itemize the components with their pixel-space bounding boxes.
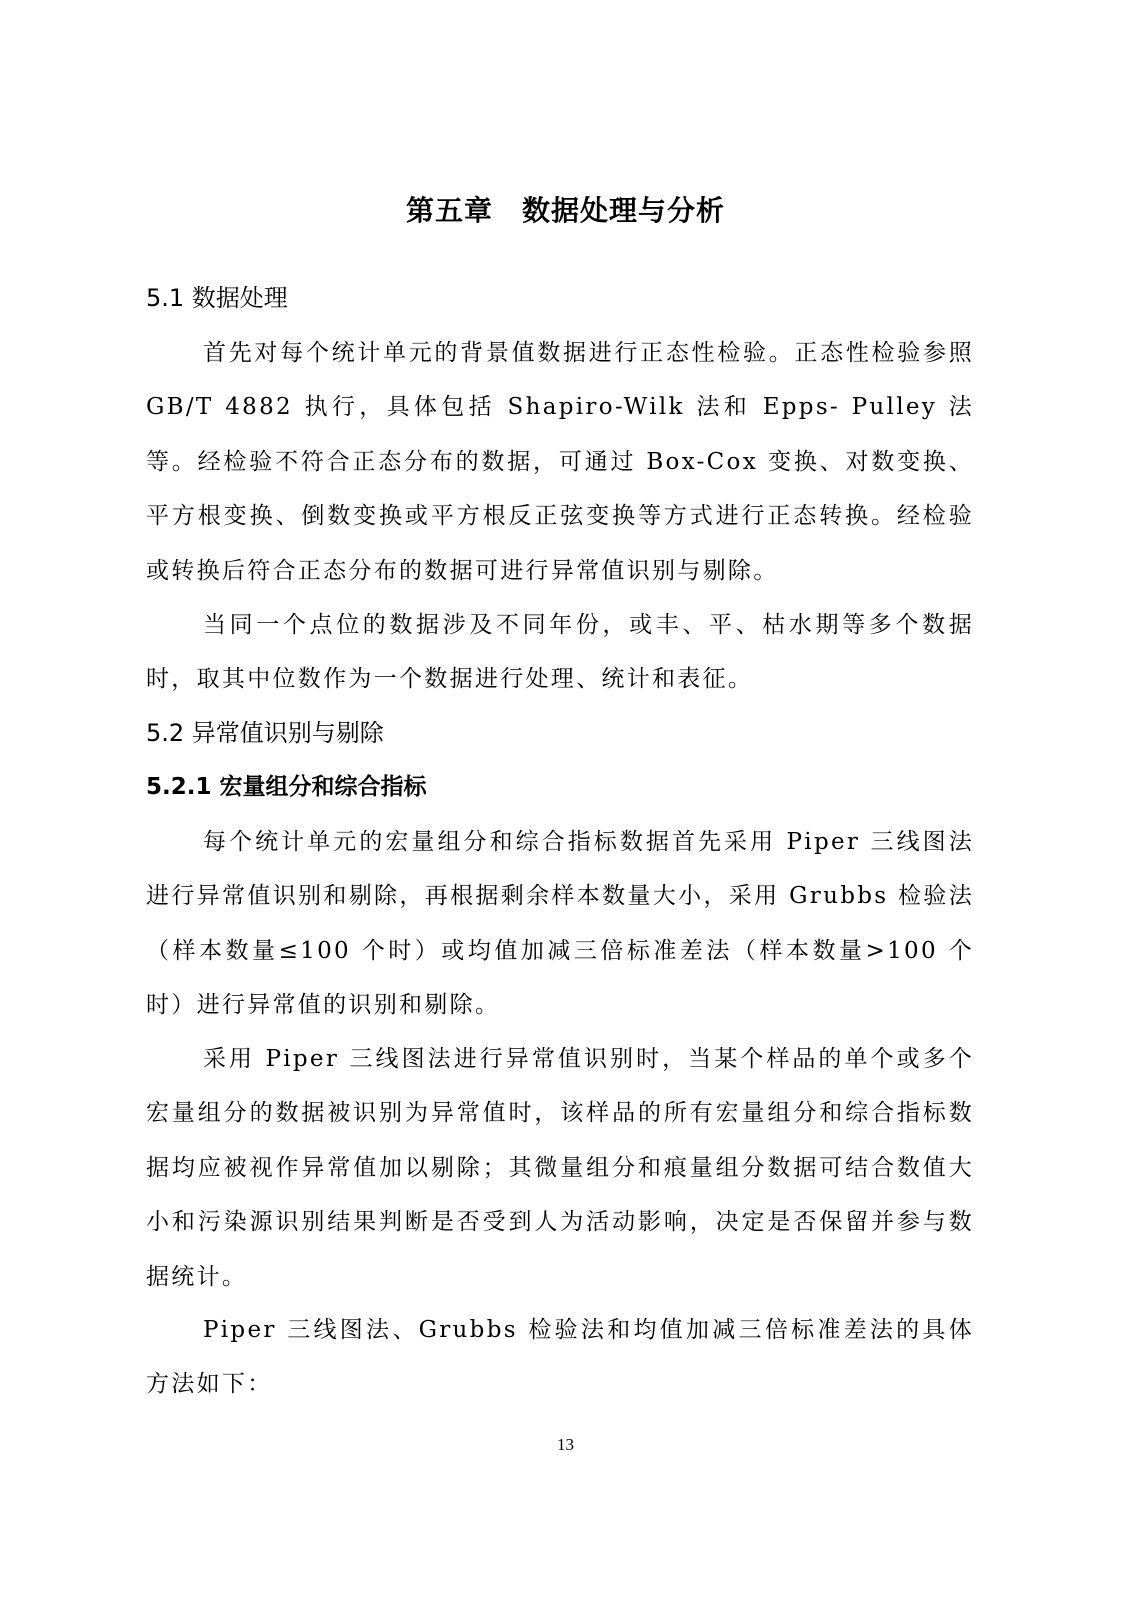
chapter-title: 第五章 数据处理与分析: [405, 194, 725, 227]
page-number: 13: [557, 1435, 574, 1454]
section-heading-5-2-1: 5.2.1 宏量组分和综合指标: [146, 774, 427, 800]
paragraph-piper-outlier: 采用 Piper 三线图法进行异常值识别时，当某个样品的单个或多个宏量组分的数据被识别为异常值时，该样品的所有宏量组分和综合指标数据均应被视作异常值加以剔除；其微量组分和痕量组分数据可结合数值大小和污染源识别结果判断是否受到人为活动影响，决定是否保留并参与数据统计。: [146, 1046, 974, 1290]
paragraph-normality-test: 首先对每个统计单元的背景值数据进行正态性检验。正态性检验参照 GB/T 4882 执行，具体包括 Shapiro-Wilk 法和 Epps- Pulley 法等。经检验不符合正态分布的数据，可通过 Box-Cox 变换、对数变换、平方根变换、倒数变换或平方根反正弦变换等方式进行正态转换。经检验或转换后符合正态分布的数据可进行异常值识别与剔除。: [146, 340, 974, 584]
section-heading-5-2: 5.2 异常值识别与剔除: [146, 719, 384, 747]
paragraph-piper-grubbs: 每个统计单元的宏量组分和综合指标数据首先采用 Piper 三线图法进行异常值识别和剔除，再根据剩余样本数量大小，采用 Grubbs 检验法（样本数量≤100 个时）或均值加减三倍标准差法（样本数量>100 个时）进行异常值的识别和剔除。: [146, 829, 974, 1019]
paragraph-median-handling: 当同一个点位的数据涉及不同年份，或丰、平、枯水期等多个数据时，取其中位数作为一个数据进行处理、统计和表征。: [146, 612, 974, 693]
paragraph-methods-intro: Piper 三线图法、Grubbs 检验法和均值加减三倍标准差法的具体方法如下：: [146, 1317, 974, 1398]
section-heading-5-1: 5.1 数据处理: [146, 284, 288, 312]
